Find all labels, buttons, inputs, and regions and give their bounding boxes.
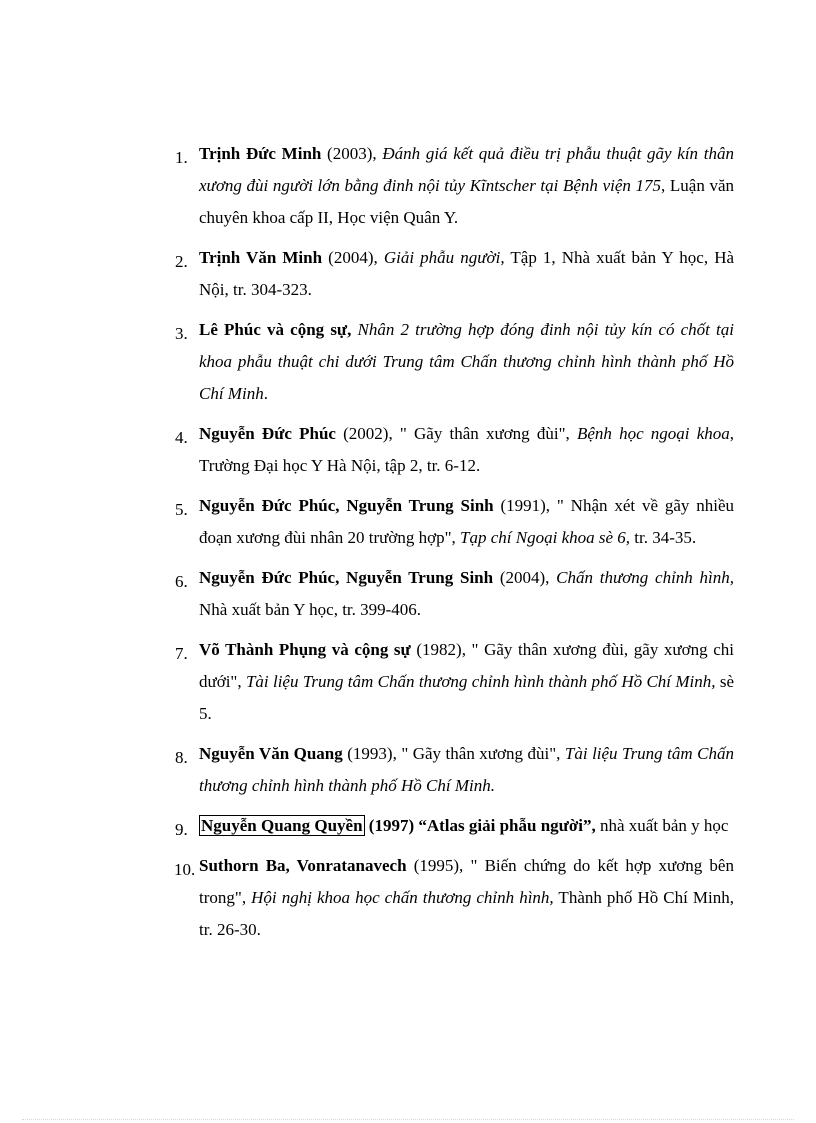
reference-item (168, 634, 734, 730)
reference-title: Hội nghị khoa học chấn thương chỉnh hình, (251, 888, 554, 907)
reference-item (168, 314, 734, 410)
reference-year: (2003), (321, 144, 383, 163)
reference-author: Nguyễn Đức Phúc, Nguyễn Trung Sinh (199, 568, 494, 587)
reference-title: Tài liệu Trung tâm Chấn thương chỉnh hình thành phố Hồ Chí Minh. (199, 744, 734, 795)
reference-author: Suthorn Ba, Vonratanavech (199, 856, 407, 875)
reference-author: Lê Phúc và cộng sự, (199, 320, 352, 339)
reference-author: Trịnh Văn Minh (199, 248, 323, 267)
reference-title: Giải phẫu người, (383, 248, 505, 267)
reference-item (168, 850, 734, 946)
reference-item (168, 418, 734, 482)
reference-article-title: " Gãy thân xương đùi, gãy xương chi dưới", (199, 640, 734, 691)
reference-article-title: " Gãy thân xương đùi", (401, 744, 565, 763)
reference-item (168, 562, 734, 626)
page-bottom-rule (22, 1119, 794, 1120)
reference-number: 5. (175, 500, 188, 519)
reference-item (168, 138, 734, 234)
reference-title: Nhân 2 trường hợp đóng đinh nội tủy kín có chốt tại khoa phẫu thuật chi dưới Trung tâm Chấn thương chỉnh hình thành phố Hồ Chí Minh (199, 320, 734, 403)
reference-publisher: Tập 1, Nhà xuất bản Y học, Hà Nội, tr. 304-323. (199, 248, 735, 299)
reference-number: 6. (175, 572, 188, 591)
reference-title: Bệnh học ngoại khoa (576, 424, 730, 443)
reference-item (168, 810, 734, 842)
reference-number: 1. (175, 148, 188, 167)
reference-author: Trịnh Đức Minh (199, 144, 322, 163)
reference-number: 3. (175, 324, 188, 343)
reference-publisher: , Luận văn chuyên khoa cấp II, Học viện Quân Y. (199, 176, 734, 227)
reference-item (168, 490, 734, 554)
reference-number: 2. (175, 252, 188, 271)
reference-article-title: " Gãy thân xương đùi", (399, 424, 577, 443)
reference-publisher: Nhà xuất bản Y học, tr. 399-406. (199, 600, 422, 619)
reference-title: Chấn thương chỉnh hình, (556, 568, 735, 587)
reference-number: 4. (175, 428, 188, 447)
reference-title: Tạp chí Ngoại khoa sè 6, (460, 528, 631, 547)
reference-number: 8. (175, 748, 188, 767)
reference-year: (1993), (342, 744, 402, 763)
reference-item (168, 242, 734, 306)
reference-title: Đánh giá kết quả điều trị phẫu thuật gãy kín thân xương đùi người lớn bằng đinh nội tủy Kĩntscher tại Bệnh viện 175 (199, 144, 734, 195)
reference-year: (1995), (406, 856, 471, 875)
reference-number: 9. (175, 820, 188, 839)
reference-article-title: " Nhận xét về gãy nhiều đoạn xương đùi nhân 20 trường hợp", (199, 496, 735, 547)
reference-list (168, 138, 734, 954)
reference-number: 7. (175, 644, 188, 663)
reference-author: Võ Thành Phụng và cộng sự (199, 640, 411, 659)
reference-number: 10. (174, 860, 196, 879)
reference-article-title: " Biến chứng do kết hợp xương bên trong", (199, 856, 734, 907)
reference-author: Nguyễn Đức Phúc, Nguyễn Trung Sinh (199, 496, 494, 515)
reference-publisher: sè 5. (199, 672, 734, 723)
reference-title: Tài liệu Trung tâm Chấn thương chỉnh hình thành phố Hồ Chí Minh, (245, 672, 716, 691)
reference-year: (1991), (493, 496, 557, 515)
reference-author: Nguyễn Văn Quang (199, 744, 343, 763)
reference-item (168, 738, 734, 802)
reference-year-title: (1997) “Atlas giải phẫu người”, (364, 816, 596, 835)
reference-year: (2004), (322, 248, 384, 267)
reference-publisher: Thành phố Hồ Chí Minh, tr. 26-30. (199, 888, 735, 939)
reference-publisher: tr. 34-35. (630, 528, 697, 547)
reference-publisher: nhà xuất bản y học (595, 816, 729, 835)
reference-publisher: , Trường Đại học Y Hà Nội, tập 2, tr. 6-12. (199, 424, 734, 475)
reference-author: Nguyễn Đức Phúc (199, 424, 336, 443)
reference-year: (2002), (335, 424, 400, 443)
reference-author: Nguyễn Quang Quyền (201, 816, 363, 835)
reference-year: (1982), (410, 640, 472, 659)
reference-year: (2004), (493, 568, 557, 587)
reference-publisher: . (263, 384, 268, 403)
